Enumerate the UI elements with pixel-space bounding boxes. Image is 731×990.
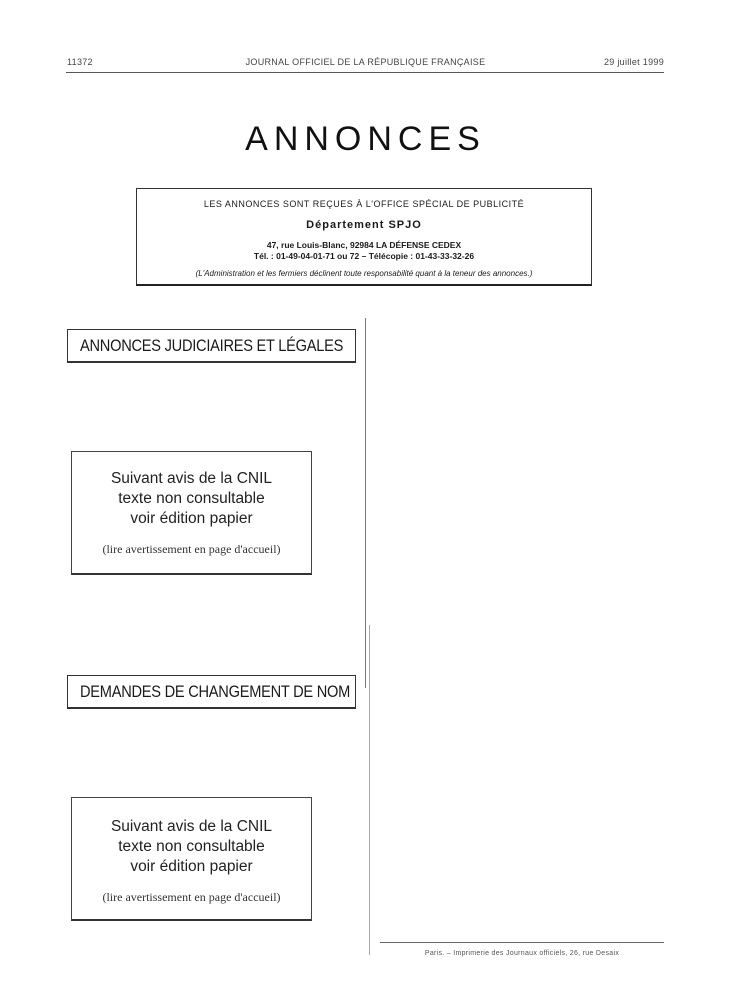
cnil-line-3: voir édition papier [130,858,253,875]
column-divider [365,318,366,688]
section-heading-label: DEMANDES DE CHANGEMENT DE NOM [80,682,351,701]
cnil-line-1: Suivant avis de la CNIL [110,818,273,835]
section-heading-changement-nom [67,675,356,709]
notice-intro: LES ANNONCES SONT REÇUES À L'OFFICE SPÉCIAL DE PUBLICITÉ [203,199,525,209]
cnil-line-1: Suivant avis de la CNIL [110,470,273,487]
cnil-line-2: texte non consultable [118,838,265,855]
journal-title: JOURNAL OFFICIEL DE LA RÉPUBLIQUE FRANÇAISE [245,57,486,67]
publicity-notice-box [136,188,592,286]
cnil-warning: (lire avertissement en page d'accueil) [102,890,281,904]
cnil-line-3: voir édition papier [130,510,253,527]
column-divider-lower [369,625,370,955]
section-heading-judiciaires [67,329,356,363]
page-number: 11372 [67,57,93,67]
notice-phones: Tél. : 01-49-04-01-71 ou 72 – Télécopie : 01-43-33-32-26 [253,251,475,261]
page-title: ANNONCES [245,120,486,158]
section-heading-label: ANNONCES JUDICIAIRES ET LÉGALES [80,336,344,355]
footer-rule [380,942,664,943]
header-rule [66,72,664,73]
printer-footer: Paris. – Imprimerie des Journaux officiels, 26, rue Desaix [424,950,620,957]
notice-address: 47, rue Louis-Blanc, 92984 LA DÉFENSE CEDEX [266,240,462,250]
cnil-line-2: texte non consultable [118,490,265,507]
notice-disclaimer: (L'Administration et les fermiers déclinent toute responsabilité quant à la teneur des annonces.) [195,269,533,278]
cnil-notice-box [71,797,312,921]
cnil-notice-box [71,451,312,575]
notice-department: Département SPJO [306,219,422,231]
header-date: 29 juillet 1999 [603,57,664,67]
cnil-warning: (lire avertissement en page d'accueil) [102,542,281,556]
